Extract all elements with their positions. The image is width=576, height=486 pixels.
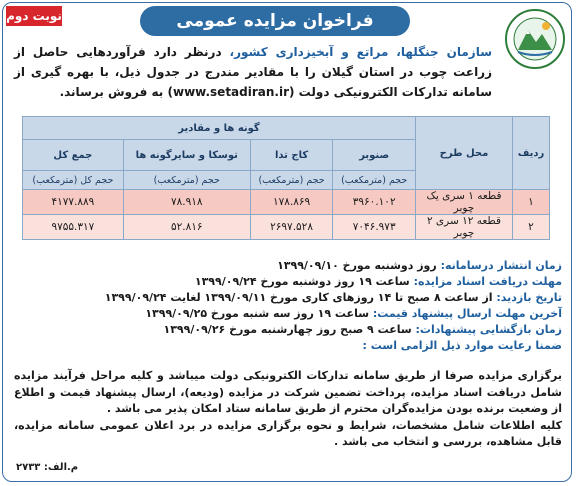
unit-toska: حجم (مترمکعب) — [123, 171, 250, 190]
opening-line — [14, 322, 562, 338]
deadline-label: آخرین مهلت ارسال پیشنهاد قیمت: — [372, 307, 562, 320]
cell-location: قطعه ۱۲ سری ۲ چوبر — [416, 215, 513, 240]
table-row — [23, 215, 550, 240]
header-toska: توسکا و سایرگونه ها — [123, 140, 250, 171]
cell-toska: ۵۲.۸۱۶ — [123, 215, 250, 240]
intro-text: درنظر دارد فرآوردهایی حاصل از زراعت چوب در استان گیلان را با مقادیر مندرج در جدول ذیل، با بهره گیری از سامانه تدارکات الکترونیکی دولت — [14, 45, 492, 99]
header-kaj: کاج تدا — [250, 140, 333, 171]
organization-name: سازمان جنگلها، مراتع و آبخیزداری کشور، — [229, 45, 492, 59]
opening-label: زمان بازگشایی پیشنهادات: — [415, 323, 562, 336]
terms-paragraph-2: کلیه اطلاعات شامل مشخصات، شرایط و نحوه برگزاری مزایده در برد اعلان عمومی سامانه مزایده، قابل مشاهده، بررسی و انتخاب می باشد . — [14, 418, 562, 448]
opening-value: ساعت ۹ صبح روز چهارشنبه مورخ ۱۳۹۹/۰۹/۲۶ — [163, 323, 416, 336]
visit-line — [14, 290, 562, 306]
intro-paragraph — [14, 42, 492, 102]
publish-line — [14, 258, 562, 274]
visit-value: از ساعت ۸ صبح تا ۱۴ روزهای کاری مورخ ۱۳۹۹/۰۹/۱۱ لغایت ۱۳۹۹/۰۹/۲۴ — [104, 291, 497, 304]
deadline-line — [14, 306, 562, 322]
auction-table — [22, 116, 550, 240]
terms-text — [14, 368, 562, 451]
unit-senobar: حجم (مترمکعب) — [333, 171, 416, 190]
terms-paragraph-1: برگزاری مزایده صرفا از طریق سامانه تدارکات الکترونیکی دولت میباشد و کلیه مراحل فرآیند مزایده شامل دریافت اسناد مزایده، پرداخت تضمین شرکت در مزایده (ودیعه)، ارسال پیشنهاد قیمت و اطلاع از وضعیت برنده بودن مزایده‌گران محترم از طریق سامانه ستاد امکان پذیر می باشد . — [14, 369, 562, 415]
reference-number: م.الف: ۲۷۳۳ — [16, 462, 79, 473]
schedule-details — [14, 258, 562, 354]
round-tag: نوبت دوم — [6, 6, 62, 26]
intro-suffix: به فروش برساند. — [59, 85, 168, 99]
header-species-group: گونه ها و مقادیر — [23, 117, 416, 140]
cell-kaj: ۲۶۹۷.۵۲۸ — [250, 215, 333, 240]
deadline-value: ساعت ۱۹ روز سه شنبه مورخ ۱۳۹۹/۰۹/۲۵ — [145, 307, 373, 320]
organization-logo — [504, 8, 566, 74]
header-location: محل طرح — [416, 117, 513, 190]
cell-toska: ۷۸.۹۱۸ — [123, 190, 250, 215]
notice-title: فراخوان مزایده عمومی — [140, 6, 410, 36]
cell-senobar: ۷۰۴۶.۹۷۳ — [333, 215, 416, 240]
cell-row-number: ۱ — [513, 190, 550, 215]
receive-line — [14, 274, 562, 290]
publish-value: روز دوشنبه مورخ ۱۳۹۹/۰۹/۱۰ — [277, 259, 441, 272]
table-row — [23, 190, 550, 215]
cell-location: قطعه ۱ سری یک چوبر — [416, 190, 513, 215]
publish-label: زمان انتشار درسامانه: — [440, 259, 562, 272]
cell-total: ۹۷۵۵.۳۱۷ — [23, 215, 124, 240]
website-link[interactable]: (www.setadiran.ir) — [167, 85, 295, 99]
receive-label: مهلت دریافت اسناد مزایده: — [413, 275, 562, 288]
unit-total: حجم کل (مترمکعب) — [23, 171, 124, 190]
cell-kaj: ۱۷۸.۸۶۹ — [250, 190, 333, 215]
header-senobar: صنوبر — [333, 140, 416, 171]
cell-senobar: ۳۹۶۰.۱۰۲ — [333, 190, 416, 215]
note-line — [14, 338, 562, 354]
unit-kaj: حجم (مترمکعب) — [250, 171, 333, 190]
cell-total: ۴۱۷۷.۸۸۹ — [23, 190, 124, 215]
visit-label: تاریخ بازدید: — [496, 291, 562, 304]
header-total: جمع کل — [23, 140, 124, 171]
header-row-number: ردیف — [513, 117, 550, 190]
cell-row-number: ۲ — [513, 215, 550, 240]
note-label: ضمنا رعایت موارد ذیل الزامی است : — [362, 339, 562, 352]
receive-value: ساعت ۱۹ روز دوشنبه مورخ ۱۳۹۹/۰۹/۲۴ — [194, 275, 414, 288]
